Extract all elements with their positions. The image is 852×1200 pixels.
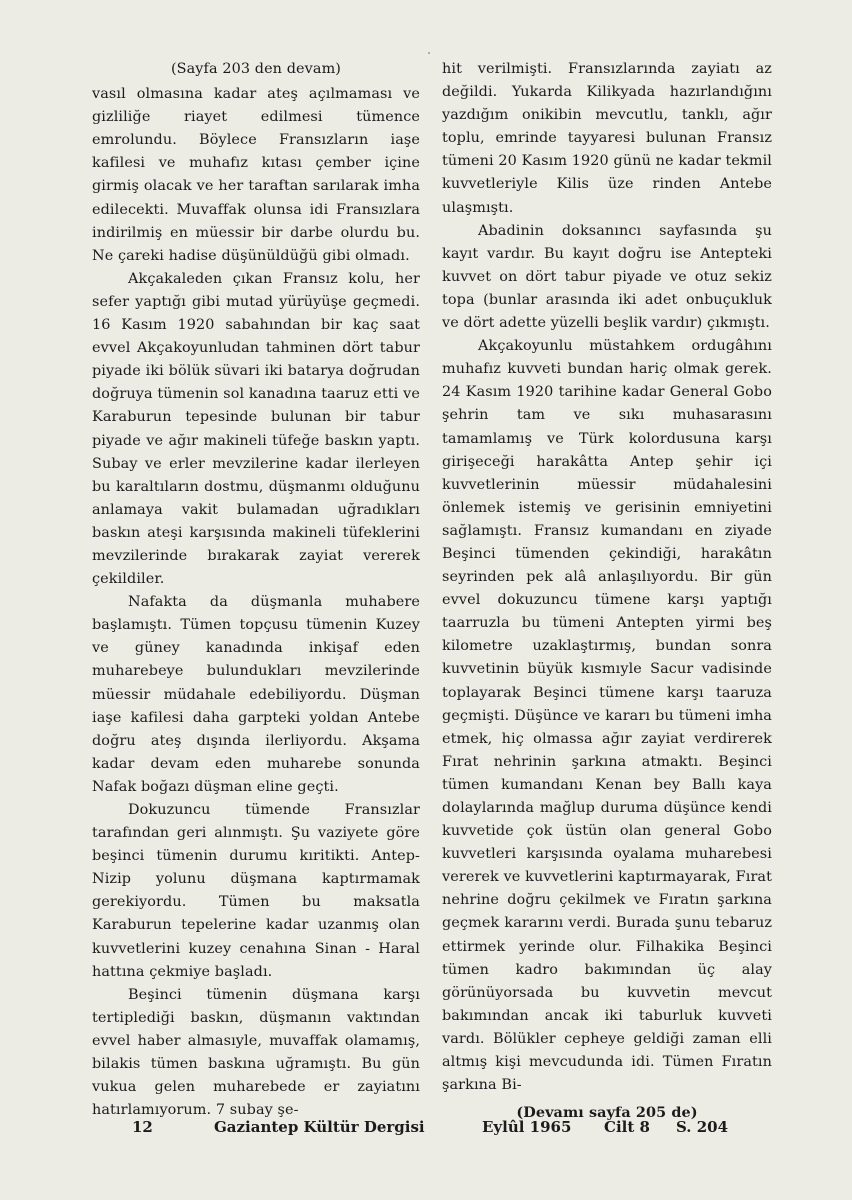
paragraph: Dokuzuncu tümende Fransızlar tarafından geri alınmıştı. Şu vaziyete göre beşinci tümenin durumu kıritikti. Antep-Nizip yolunu düşmana kaptırmamak gerekiyordu. Tümen bu maksatla Karaburun tepelerine kadar uzanmış olan kuvvetlerini kuzey cenahına Sinan - Haral hattına çekmiye başladı. [92, 802, 420, 980]
continued-on-note: (Devamı sayfa 205 de) [516, 1104, 698, 1122]
paragraph: Nafakta da düşmanla muhabere başlamıştı. Tümen topçusu tümenin Kuzey ve güney kanadında inkişaf eden muharebeye bulundukları mevzilerinde müessir müdahale edebiliyordu. Düşman iaşe kafilesi daha garpteki yoldan Antebe doğru ateş dışında ilerliyordu. Akşama kadar devam eden muharebe sonunda Nafak boğazı düşman eline geçti. [92, 594, 420, 795]
right-column [442, 58, 772, 1124]
magazine-title: Gaziantep Kültür Dergisi [214, 1118, 425, 1136]
left-column [92, 58, 420, 1122]
print-speck [428, 52, 430, 54]
issue-number: S. 204 [676, 1118, 729, 1136]
paragraph: vasıl olmasına kadar ateş açılmaması ve gizliliğe riayet edilmesi tümence emrolundu. Böylece Fransızların iaşe kafilesi ve muhafız kıtası çember içine girmiş olacak ve her taraftan sarılarak imha edilecekti. Muvaffak olunsa idi Fransızlara indirilmiş en müessir bir darbe olurdu bu. Ne çareki hadise düşünüldüğü gibi olmadı. [92, 86, 420, 264]
paragraph: hit verilmişti. Fransızlarında zayiatı az değildi. Yukarda Kilikyada hazırlandığını yazdığım onikibin mevcutlu, tanklı, ağır toplu, emrinde tayyaresi bulunan Fransız tümeni 20 Kasım 1920 günü ne kadar tekmil kuvvetleriyle Kilis üze rinden Antebe ulaşmıştı. [442, 61, 772, 216]
issue-date: Eylûl 1965 [482, 1118, 572, 1136]
page-number: 12 [132, 1118, 153, 1136]
paragraph: Akçakaleden çıkan Fransız kolu, her sefer yaptığı gibi mutad yürüyüşe geçmedi. 16 Kasım 1920 sabahından bir kaç saat evvel Akçakoyunludan tahminen dört tabur piyade iki bölük süvari iki batarya doğrudan doğruya tümenin sol kanadına taaruz etti ve Karaburun tepesinde bulunan bir tabur piyade ve ağır makineli tüfeğe baskın yaptı. Subay ve erler mevzilerine kadar ilerleyen bu karaltıların dostmu, düşmanmı olduğunu anlamaya vakit bulamadan uğradıkları baskın ateşi karşısında makineli tüfeklerini mevzilerinde bırakarak zayiat vererek çekildiler. [92, 270, 420, 588]
paragraph: Beşinci tümenin düşmana karşı tertiplediği baskın, düşmanın vaktından evvel haber almasıyle, muvaffak olamamış, bilakis tümen baskına uğramıştı. Bu gün vukua gelen muharebede er zayiatını hatırlamıyorum. 7 subay şe- [92, 986, 420, 1119]
volume-number: Cilt 8 [604, 1118, 650, 1136]
paragraph: Abadinin doksanıncı sayfasında şu kayıt vardır. Bu kayıt doğru ise Antepteki kuvvet on dört tabur piyade ve otuz sekiz topa (bunlar arasında iki adet onbuçukluk ve dört adette yüzelli beşlik vardır) çıkmıştı. [442, 222, 772, 332]
paragraph: Akçakoyunlu müstahkem ordugâhını muhafız kuvveti bundan hariç olmak gerek. 24 Kasım 1920 tarihine kadar General Gobo şehrin tam ve sıkı muhasarasını tamamlamış ve Türk kolordusuna karşı girişeceği harakâtta Antep şehir içi kuvvetlerinin müessir müdahalesini önlemek istemiş ve gerisinin emniyetini sağlamıştı. Fransız kumandanı en ziyade Beşinci tümenden çekindiği, harakâtın seyrinden pek alâ anlaşılıyordu. Bir gün evvel dokuzuncu tümene karşı yaptığı taarruzla bu tümeni Antepten yirmi beş kilometre uzaklaştırmış, bundan sonra kuvvetinin büyük kısmıyle Sacur vadisinde toplayarak Beşinci tümene karşı taaruza geçmişti. Düşünce ve kararı bu tümeni imha etmek, hiç olmassa ağır zayiat verdirerek Fırat nehrinin şarkına atmaktı. Beşinci tümen kumandanı Kenan bey Ballı kaya dolaylarında mağlup duruma düşünce kendi kuvvetide çok üstün olan general Gobo kuvvetleri karşısında oyalama muharebesi vererek ve kuvvetlerini kaptırmayarak, Fırat nehrine doğru çekilmek ve Fıratın şarkına geçmek kararını verdi. Burada şunu tebaruz ettirmek yerinde olur. Filhakika Beşinci tümen kadro bakımından üç alay görünüyorsada bu kuvvetin mevcut bakımından ancak iki taburluk kuvveti vardı. Bölükler cepheye geldiği zaman elli altmış kişi mevcudunda idi. Tümen Fıratın şarkına Bi- [442, 338, 772, 1094]
continued-from-note: (Sayfa 203 den devam) [170, 61, 342, 77]
